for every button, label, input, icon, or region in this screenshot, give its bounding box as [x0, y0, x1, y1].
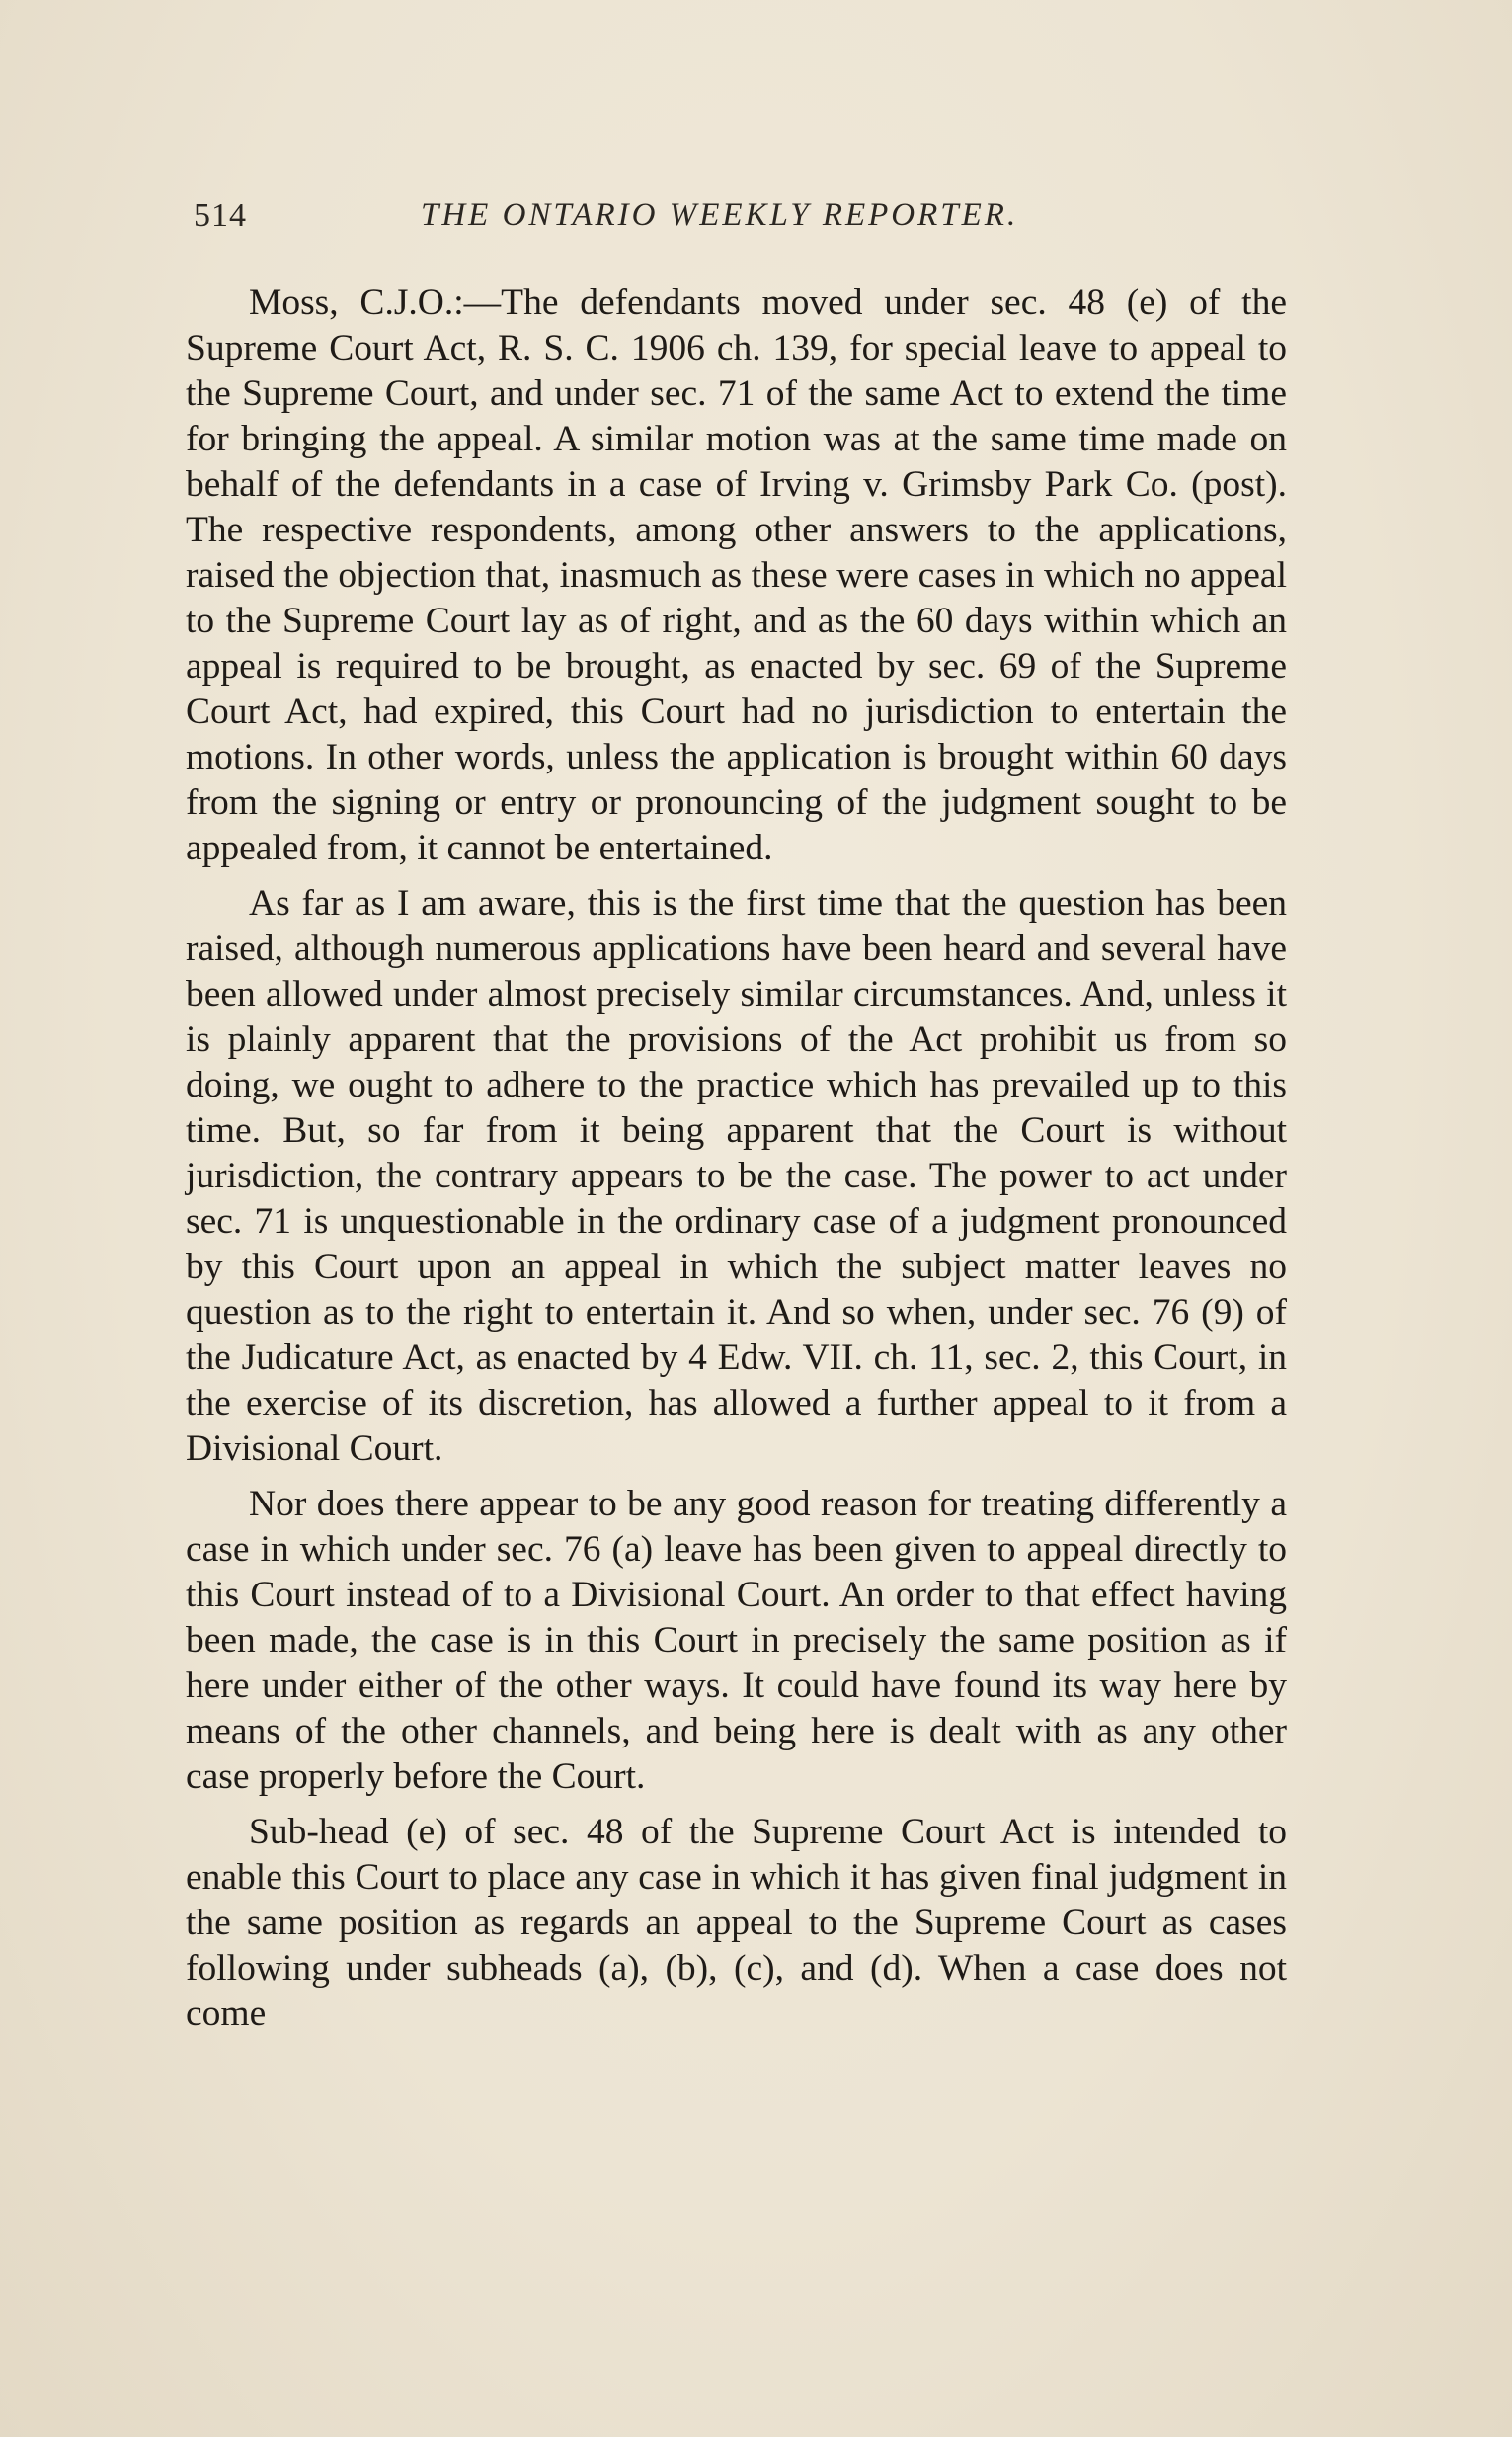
paragraph: Nor does there appear to be any good reason for treating differently a case in which under sec. 76 (a) leave has been given to appeal directly to this Court instead of to a Divisional Court. An order to that effect having been made, the case is in this Court in precisely the same position as if here under either of the other ways. It could have found its way here by means of the other channels, and being here is dealt with as any other case properly before the Court. [186, 1484, 1287, 1797]
paragraph: Sub-head (e) of sec. 48 of the Supreme Court Act is intended to enable this Court to place any case in which it has given final judgment in the same position as regards an appeal to the Supreme Court as cases following under subheads (a), (b), (c), and (d). When a case does not come [186, 1812, 1287, 2034]
running-head [194, 198, 1300, 247]
journal-title: THE ONTARIO WEEKLY REPORTER. [421, 198, 1019, 233]
paragraph: As far as I am aware, this is the first time that the question has been raised, although numerous applications have been heard and several have been allowed under almost precisely similar circumstances. And, unless it is plainly apparent that the provisions of the Act prohibit us from so doing, we ought to adhere to the practice which has prevailed up to this time. But, so far from it being apparent that the Court is without jurisdiction, the contrary appears to be the case. The power to act under sec. 71 is unquestionable in the ordinary case of a judgment pronounced by this Court upon an appeal in which the subject matter leaves no question as to the right to entertain it. And so when, under sec. 76 (9) of the Judicature Act, as enacted by 4 Edw. VII. ch. 11, sec. 2, this Court, in the exercise of its discretion, has allowed a further appeal to it from a Divisional Court. [186, 883, 1287, 1469]
paragraph: Moss, C.J.O.:—The defendants moved under sec. 48 (e) of the Supreme Court Act, R. S. C. 1906 ch. 139, for special leave to appeal to the Supreme Court, and under sec. 71 of the same Act to extend the time for bringing the appeal. A similar motion was at the same time made on behalf of the defendants in a case of Irving v. Grimsby Park Co. (post). The respective respondents, among other answers to the applications, raised the objection that, inasmuch as these were cases in which no appeal to the Supreme Court lay as of right, and as the 60 days within which an appeal is required to be brought, as enacted by sec. 69 of the Supreme Court Act, had expired, this Court had no jurisdiction to entertain the motions. In other words, unless the application is brought within 60 days from the signing or entry or pronouncing of the judgment sought to be appealed from, it cannot be entertained. [186, 283, 1287, 868]
body-text [186, 281, 1287, 2047]
page-number: 514 [194, 198, 247, 234]
